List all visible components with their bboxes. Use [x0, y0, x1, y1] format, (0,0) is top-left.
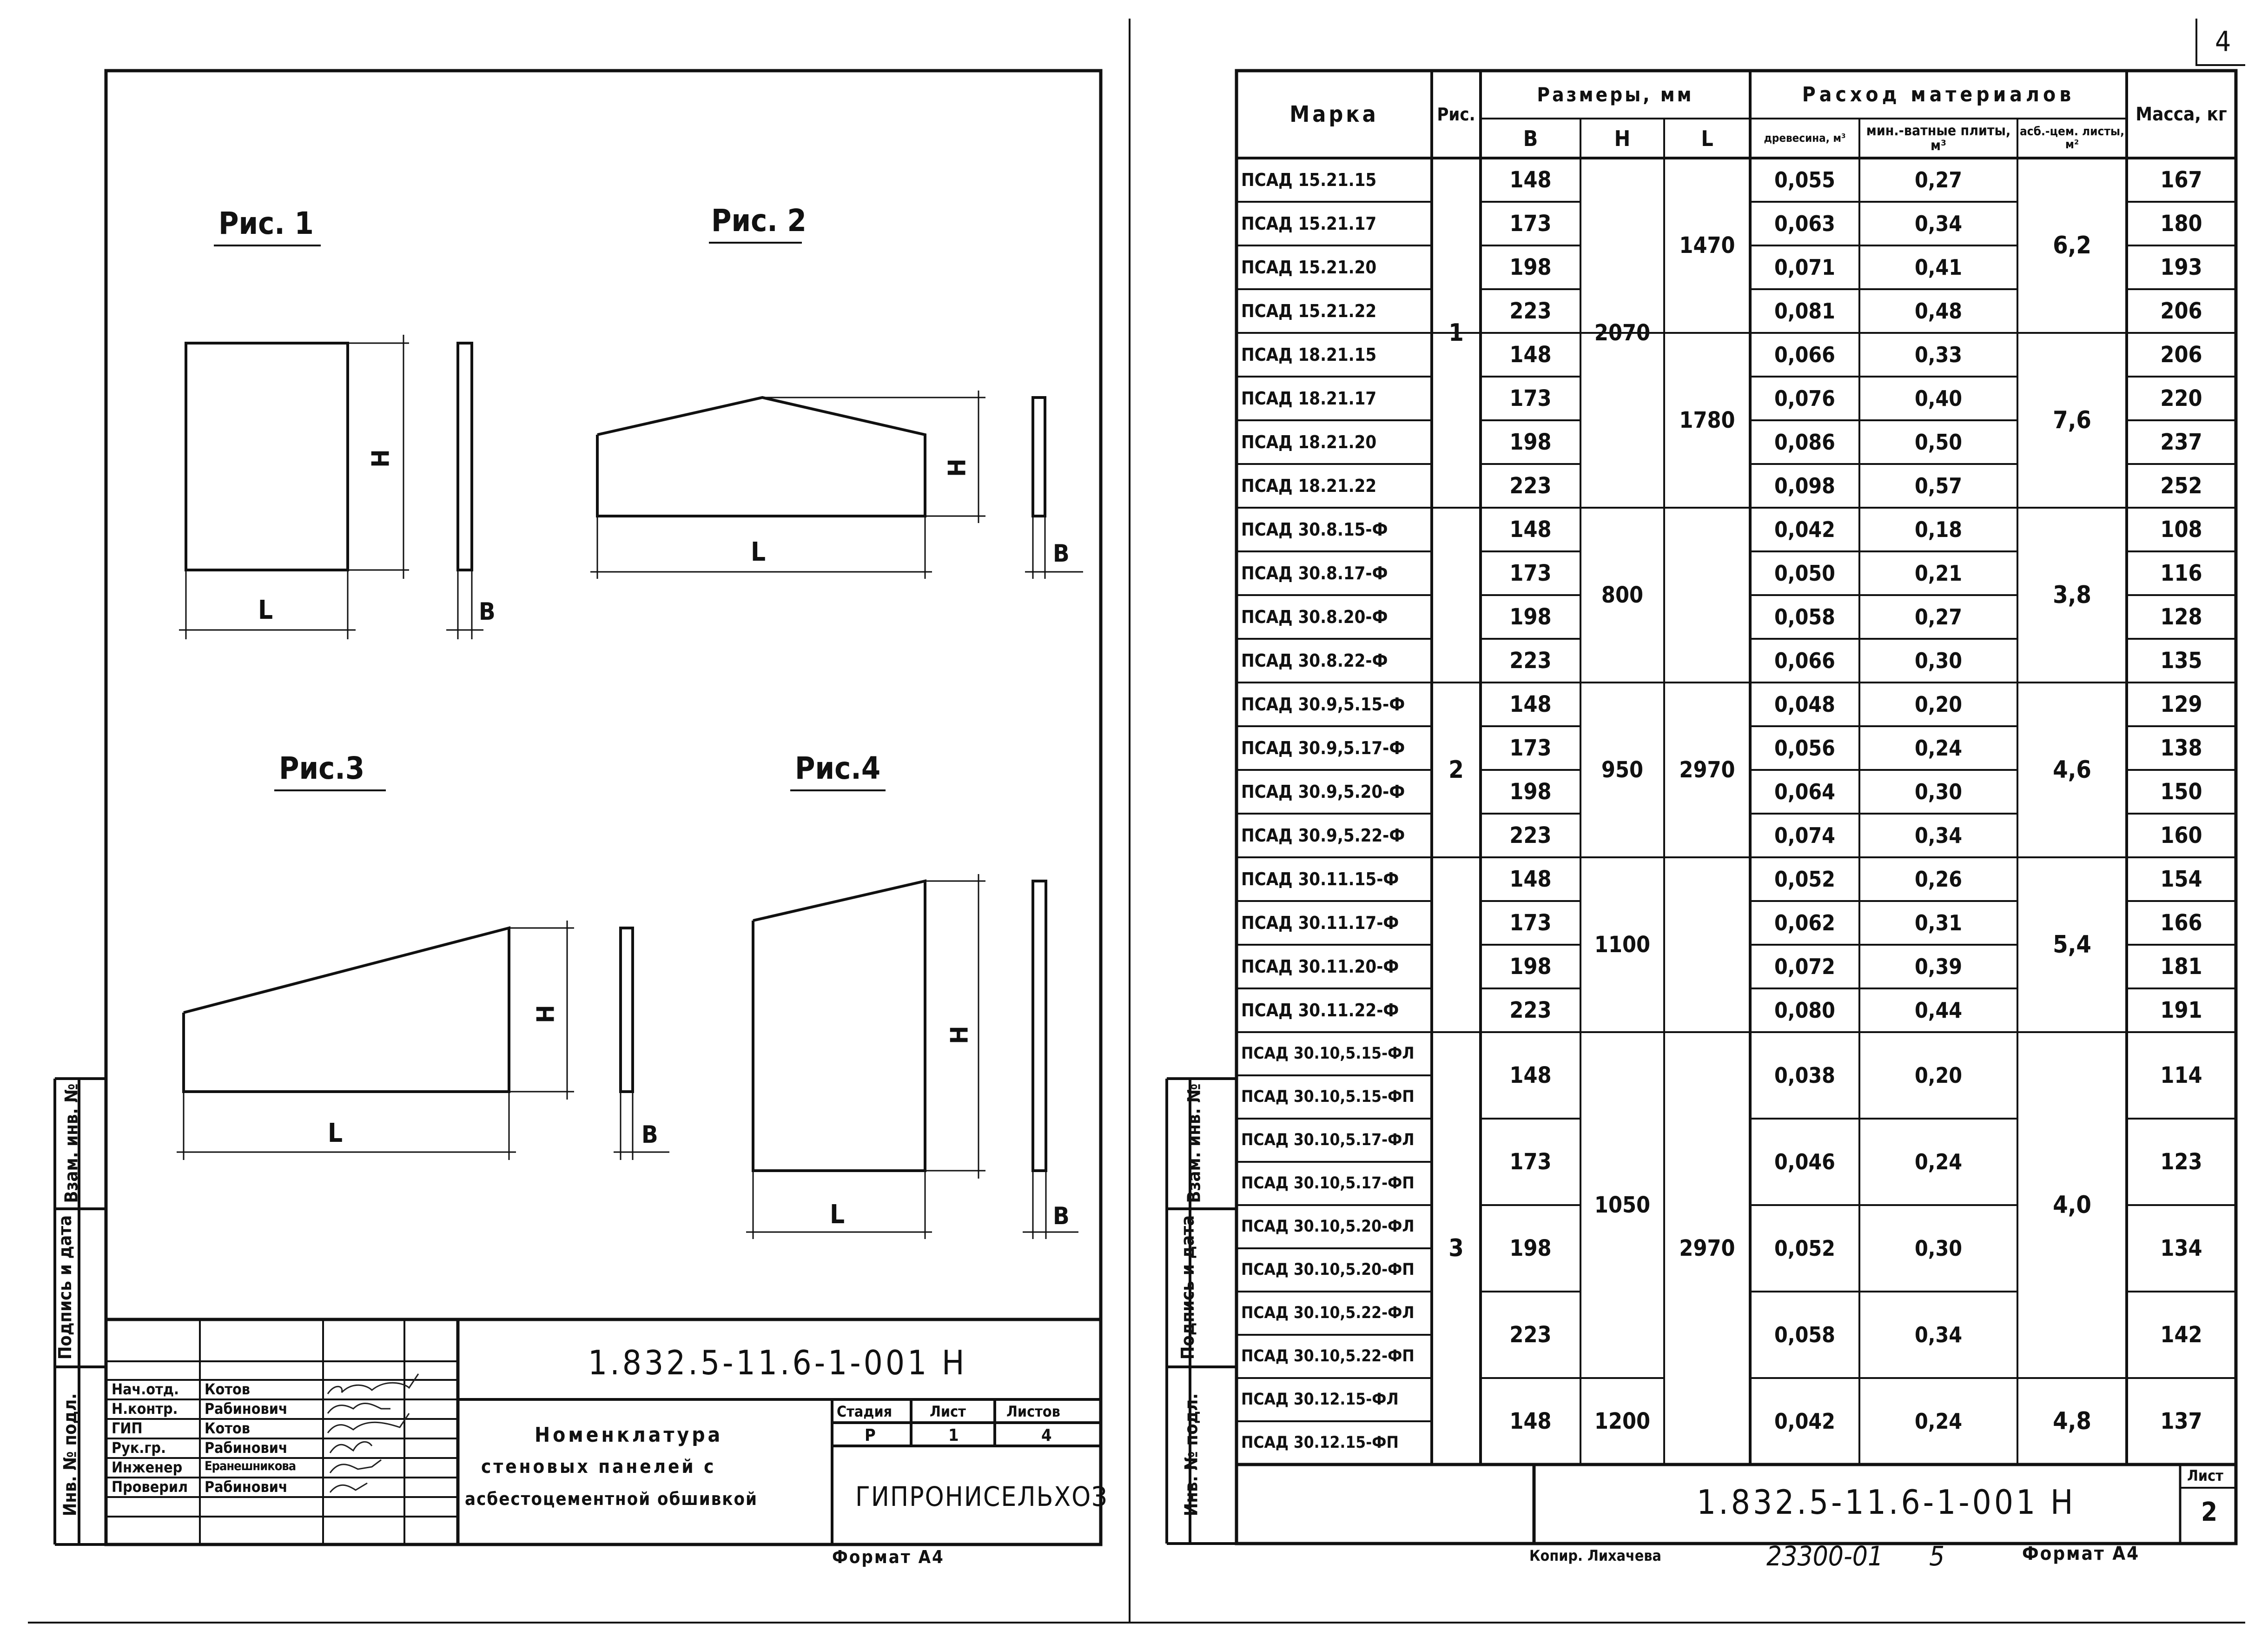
name-6: Рабинович [205, 1478, 288, 1496]
b-cell: 198 [1509, 429, 1552, 455]
fig2-label-h: H [943, 458, 972, 477]
marka-cell: ПСАД 30.11.15-Ф [1241, 869, 1399, 889]
fig1-label-b: B [479, 598, 496, 626]
mass-cell: 123 [2160, 1149, 2202, 1175]
stage-label: Стадия [837, 1403, 893, 1420]
marka-cell: ПСАД 30.8.17-Ф [1241, 563, 1388, 583]
role-3: ГИП [112, 1419, 143, 1437]
role-1: Нач.отд. [112, 1380, 179, 1398]
marka-cell: ПСАД 30.10,5.20-ФЛ [1241, 1217, 1415, 1236]
mineral-cell: 0,33 [1914, 342, 1963, 367]
asb-7-6: 7,6 [2053, 406, 2091, 434]
wood-cell: 0,046 [1774, 1149, 1835, 1174]
marka-cell: ПСАД 18.21.15 [1241, 345, 1377, 365]
asb-5-4: 5,4 [2053, 931, 2091, 959]
ris-1: 1 [1448, 319, 1464, 347]
right-list-number: 2 [2201, 1497, 2218, 1527]
asb-3-8: 3,8 [2053, 581, 2091, 609]
figure-1-title: Рис. 1 [218, 205, 314, 241]
fig2-label-b: B [1053, 540, 1070, 568]
mineral-cell: 0,31 [1914, 910, 1963, 935]
mineral-cell: 0,40 [1914, 386, 1963, 411]
name-1: Котов [205, 1380, 250, 1398]
role-4: Рук.гр. [112, 1439, 166, 1457]
mineral-cell: 0,27 [1914, 604, 1963, 630]
b-cell: 223 [1509, 822, 1552, 848]
sheets-value: 4 [1041, 1426, 1052, 1445]
name-5: Еранешникова [205, 1459, 296, 1473]
wood-cell: 0,076 [1774, 386, 1835, 411]
mass-cell: 150 [2160, 779, 2202, 805]
header-asb: асб.-цем. листы, м² [2020, 125, 2124, 152]
ris-2: 2 [1448, 756, 1464, 784]
mineral-cell: 0,30 [1914, 648, 1963, 673]
wood-cell: 0,098 [1774, 473, 1835, 498]
header-ris: Рис. [1437, 104, 1475, 125]
title-line-1: Номенклатура [535, 1423, 723, 1447]
b-cell: 223 [1509, 997, 1552, 1023]
name-4: Рабинович [205, 1439, 288, 1457]
wood-cell: 0,058 [1774, 1322, 1835, 1347]
mineral-cell: 0,20 [1914, 692, 1963, 717]
h-2070: 2070 [1594, 320, 1651, 346]
b-cell: 223 [1509, 1322, 1552, 1348]
header-sizes: Размеры, мм [1537, 83, 1694, 106]
mineral-cell: 0,39 [1914, 954, 1963, 979]
h-800: 800 [1601, 582, 1644, 608]
b-cell: 223 [1509, 648, 1552, 674]
ris-3: 3 [1448, 1234, 1464, 1262]
mineral-cell: 0,48 [1914, 298, 1963, 324]
b-cell: 198 [1509, 954, 1552, 980]
mass-cell: 138 [2160, 735, 2202, 761]
l-1780: 1780 [1679, 407, 1735, 433]
b-cell: 198 [1509, 1235, 1552, 1261]
mineral-cell: 0,34 [1914, 1322, 1963, 1347]
b-cell: 148 [1509, 691, 1552, 717]
b-cell: 148 [1509, 1408, 1552, 1434]
h-950: 950 [1601, 757, 1644, 783]
mass-cell: 160 [2160, 822, 2202, 848]
b-cell: 148 [1509, 167, 1552, 193]
mass-cell: 128 [2160, 604, 2202, 630]
mass-cell: 114 [2160, 1062, 2202, 1088]
marka-cell: ПСАД 30.11.17-Ф [1241, 913, 1399, 933]
left-stamp-inv-podl: Инв. № подл. [60, 1393, 80, 1517]
mineral-cell: 0,21 [1914, 561, 1963, 586]
wood-cell: 0,074 [1774, 823, 1835, 848]
b-cell: 223 [1509, 298, 1552, 324]
marka-cell: ПСАД 30.10,5.17-ФЛ [1241, 1131, 1415, 1149]
org-name: ГИПРОНИСЕЛЬХОЗ [855, 1481, 1108, 1512]
marka-cell: ПСАД 18.21.17 [1241, 388, 1377, 409]
mineral-cell: 0,30 [1914, 779, 1963, 804]
marka-cell: ПСАД 30.9,5.20-Ф [1241, 782, 1405, 802]
wood-cell: 0,066 [1774, 648, 1835, 673]
asb-4-8: 4,8 [2053, 1407, 2091, 1435]
mass-cell: 181 [2160, 954, 2202, 980]
b-cell: 198 [1509, 779, 1552, 805]
mass-cell: 116 [2160, 560, 2202, 586]
mass-cell: 137 [2160, 1408, 2202, 1434]
wood-cell: 0,050 [1774, 561, 1835, 586]
wood-cell: 0,072 [1774, 954, 1835, 979]
order-number: 23300-01 [1766, 1540, 1884, 1572]
b-cell: 198 [1509, 604, 1552, 630]
l-1470: 1470 [1679, 232, 1735, 258]
wood-cell: 0,062 [1774, 910, 1835, 935]
order-page: 5 [1929, 1540, 1945, 1572]
left-doc-code: 1.832.5-11.6-1-001 Н [588, 1343, 967, 1382]
wood-cell: 0,081 [1774, 298, 1835, 324]
marka-cell: ПСАД 15.21.15 [1241, 170, 1377, 190]
copier: Копир. Лихачева [1529, 1547, 1661, 1564]
role-5: Инженер [112, 1458, 183, 1476]
header-mineral: мин.-ватные плиты, м³ [1866, 123, 2011, 154]
mineral-cell: 0,18 [1914, 517, 1963, 542]
mass-cell: 134 [2160, 1235, 2202, 1261]
role-6: Проверил [112, 1478, 188, 1496]
marka-cell: ПСАД 30.8.22-Ф [1241, 650, 1388, 671]
l-2970-a: 2970 [1679, 757, 1735, 783]
marka-cell: ПСАД 30.10,5.15-ФП [1241, 1087, 1415, 1106]
sheet-value: 1 [948, 1426, 959, 1445]
mass-cell: 154 [2160, 866, 2202, 892]
page-number: 4 [2215, 26, 2231, 58]
marka-cell: ПСАД 30.12.15-ФП [1241, 1433, 1399, 1452]
fig3-label-h: H [532, 1005, 560, 1023]
title-line-3: асбестоцементной обшивкой [465, 1489, 758, 1509]
wood-cell: 0,063 [1774, 211, 1835, 236]
name-3: Котов [205, 1419, 250, 1437]
fig1-label-l: L [258, 595, 273, 625]
b-cell: 173 [1509, 211, 1552, 237]
wood-cell: 0,042 [1774, 517, 1835, 542]
mineral-cell: 0,24 [1914, 1409, 1963, 1434]
mineral-cell: 0,34 [1914, 211, 1963, 236]
wood-cell: 0,048 [1774, 692, 1835, 717]
mineral-cell: 0,24 [1914, 1149, 1963, 1174]
marka-cell: ПСАД 30.9,5.15-Ф [1241, 694, 1405, 715]
marka-cell: ПСАД 30.10,5.20-ФП [1241, 1260, 1415, 1279]
left-stamp-vzam: Взам. инв. № [61, 1083, 82, 1203]
mineral-cell: 0,34 [1914, 823, 1963, 848]
marka-cell: ПСАД 30.12.15-ФЛ [1241, 1390, 1399, 1409]
left-stamp-podpis: Подпись и дата [55, 1215, 76, 1360]
h-1050: 1050 [1594, 1192, 1651, 1218]
mass-cell: 166 [2160, 910, 2202, 936]
role-2: Н.контр. [112, 1400, 178, 1418]
marka-cell: ПСАД 30.11.20-Ф [1241, 956, 1399, 977]
wood-cell: 0,066 [1774, 342, 1835, 367]
mass-cell: 220 [2160, 385, 2202, 411]
name-2: Рабинович [205, 1400, 288, 1418]
wood-cell: 0,071 [1774, 255, 1835, 280]
wood-cell: 0,052 [1774, 1236, 1835, 1261]
asb-4-0: 4,0 [2053, 1191, 2091, 1219]
h-1100: 1100 [1594, 932, 1651, 958]
mass-cell: 108 [2160, 517, 2202, 543]
sheets-label: Листов [1006, 1403, 1060, 1420]
right-list-label: Лист [2187, 1467, 2223, 1485]
asb-4-6: 4,6 [2053, 756, 2091, 784]
b-cell: 173 [1509, 385, 1552, 411]
wood-cell: 0,064 [1774, 779, 1835, 804]
stage-value: Р [865, 1426, 876, 1445]
wood-cell: 0,058 [1774, 604, 1835, 630]
marka-cell: ПСАД 30.10,5.22-ФП [1241, 1347, 1415, 1365]
marka-cell: ПСАД 30.10,5.15-ФЛ [1241, 1044, 1415, 1063]
left-format: Формат А4 [832, 1547, 945, 1567]
b-cell: 173 [1509, 1149, 1552, 1175]
asb-6-2: 6,2 [2053, 232, 2091, 259]
header-marka: Марка [1289, 101, 1379, 127]
mineral-cell: 0,30 [1914, 1236, 1963, 1261]
fig3-label-b: B [641, 1121, 658, 1149]
right-stamp-podpis: Подпись и дата [1177, 1215, 1198, 1360]
mineral-cell: 0,27 [1914, 167, 1963, 192]
mass-cell: 193 [2160, 254, 2202, 280]
header-b: В [1523, 126, 1538, 151]
fig4-label-h: H [946, 1026, 974, 1044]
marka-cell: ПСАД 15.21.17 [1241, 213, 1377, 234]
fig3-label-l: L [328, 1118, 343, 1148]
mineral-cell: 0,44 [1914, 998, 1963, 1023]
fig4-label-b: B [1053, 1202, 1070, 1230]
header-mass: Масса, кг [2136, 104, 2227, 125]
mineral-cell: 0,26 [1914, 867, 1963, 892]
wood-cell: 0,052 [1774, 867, 1835, 892]
figure-3-title: Рис.3 [279, 750, 365, 786]
marka-cell: ПСАД 30.9,5.22-Ф [1241, 825, 1405, 846]
marka-cell: ПСАД 30.9,5.17-Ф [1241, 738, 1405, 758]
b-cell: 148 [1509, 517, 1552, 543]
l-2970-b: 2970 [1679, 1235, 1735, 1261]
right-stamp-vzam: Взам. инв. № [1184, 1083, 1204, 1203]
mass-cell: 252 [2160, 473, 2202, 499]
figure-4-title: Рис.4 [795, 750, 881, 786]
title-line-2: стеновых панелей с [481, 1456, 716, 1478]
fig4-label-l: L [830, 1200, 845, 1230]
mass-cell: 191 [2160, 997, 2202, 1023]
marka-cell: ПСАД 30.8.15-Ф [1241, 519, 1388, 540]
right-format: Формат А4 [2022, 1543, 2140, 1564]
mineral-cell: 0,50 [1914, 430, 1963, 455]
wood-cell: 0,080 [1774, 998, 1835, 1023]
mass-cell: 206 [2160, 342, 2202, 368]
b-cell: 173 [1509, 735, 1552, 761]
h-1200: 1200 [1594, 1408, 1651, 1434]
mass-cell: 237 [2160, 429, 2202, 455]
wood-cell: 0,038 [1774, 1063, 1835, 1088]
marka-cell: ПСАД 18.21.22 [1241, 476, 1377, 496]
mass-cell: 206 [2160, 298, 2202, 324]
mass-cell: 167 [2160, 167, 2202, 193]
mass-cell: 129 [2160, 691, 2202, 717]
marka-cell: ПСАД 30.11.22-Ф [1241, 1000, 1399, 1021]
marka-cell: ПСАД 30.10,5.22-ФЛ [1241, 1304, 1415, 1322]
wood-cell: 0,042 [1774, 1409, 1835, 1434]
fig2-label-l: L [751, 537, 766, 567]
b-cell: 148 [1509, 866, 1552, 892]
marka-cell: ПСАД 18.21.20 [1241, 432, 1377, 452]
header-wood: древесина, м³ [1764, 131, 1846, 145]
b-cell: 198 [1509, 254, 1552, 280]
figure-2-title: Рис. 2 [711, 203, 807, 239]
right-doc-code: 1.832.5-11.6-1-001 Н [1697, 1483, 2076, 1522]
mass-cell: 180 [2160, 211, 2202, 237]
marka-cell: ПСАД 30.10,5.17-ФП [1241, 1174, 1415, 1193]
b-cell: 223 [1509, 473, 1552, 499]
marka-cell: ПСАД 15.21.22 [1241, 301, 1377, 321]
b-cell: 148 [1509, 1062, 1552, 1088]
mineral-cell: 0,57 [1914, 473, 1963, 498]
mineral-cell: 0,24 [1914, 736, 1963, 761]
header-l: L [1701, 126, 1713, 151]
wood-cell: 0,056 [1774, 736, 1835, 761]
header-h: Н [1614, 126, 1631, 151]
marka-cell: ПСАД 15.21.20 [1241, 257, 1377, 278]
sheet-label: Лист [930, 1403, 966, 1420]
fig1-label-h: H [367, 449, 395, 468]
header-materials: Расход материалов [1802, 82, 2075, 106]
mass-cell: 135 [2160, 648, 2202, 674]
mass-cell: 142 [2160, 1322, 2202, 1348]
b-cell: 148 [1509, 342, 1552, 368]
mineral-cell: 0,20 [1914, 1063, 1963, 1088]
wood-cell: 0,086 [1774, 430, 1835, 455]
b-cell: 173 [1509, 910, 1552, 936]
mineral-cell: 0,41 [1914, 255, 1963, 280]
marka-cell: ПСАД 30.8.20-Ф [1241, 607, 1388, 627]
right-stamp-inv-podl: Инв. № подл. [1181, 1393, 1202, 1517]
b-cell: 173 [1509, 560, 1552, 586]
wood-cell: 0,055 [1774, 167, 1835, 192]
